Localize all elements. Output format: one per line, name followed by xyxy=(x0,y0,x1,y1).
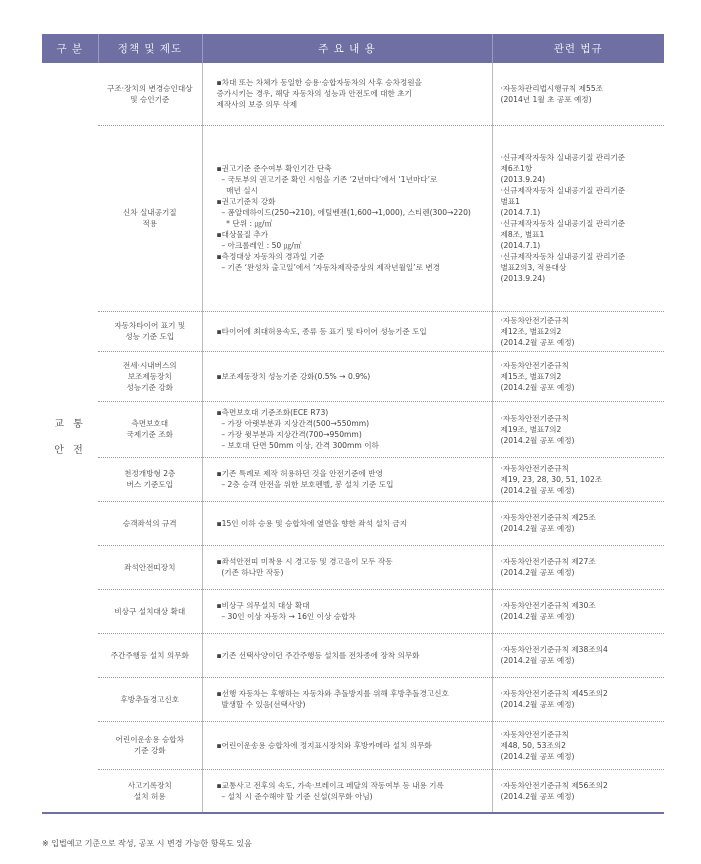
content-line: – 30인 이상 자동차 → 16인 이상 승합차 xyxy=(216,612,356,621)
law-cell xyxy=(492,501,664,545)
content-line: – 기존 ‘완성차 출고일’에서 ‘자동차제작증상의 제작년월일’로 변경 xyxy=(216,263,440,272)
header-law: 관련 법규 xyxy=(492,34,664,63)
law-line: (2014.2월 공포 예정) xyxy=(500,656,575,665)
table-row xyxy=(42,457,664,501)
policy-name-cell xyxy=(98,769,202,813)
law-line: ·자동차안전기준규칙 xyxy=(500,413,569,423)
policy-line: 측면보호대 xyxy=(131,419,169,428)
policy-line: 천정개방형 2층 xyxy=(124,469,176,478)
content-cell xyxy=(202,677,492,721)
policy-name-cell xyxy=(98,401,202,457)
table-body xyxy=(42,63,664,813)
law-cell xyxy=(492,457,664,501)
table-row xyxy=(42,769,664,813)
law-line: ·신규제작자동차 실내공기질 관리기준 xyxy=(500,252,626,261)
content-cell xyxy=(202,721,492,769)
policy-name-cell xyxy=(98,457,202,501)
law-line: (2014.2월 공포 예정) xyxy=(500,382,575,392)
law-cell xyxy=(492,633,664,677)
content-line: 발생할 수 있음(선택사양) xyxy=(216,700,306,709)
content-line: 증가시키는 경우, 해당 자동차의 성능과 안전도에 대한 초기 xyxy=(216,89,412,99)
content-cell xyxy=(202,545,492,589)
content-line: ▪대상물질 추가 xyxy=(216,230,269,239)
policy-name-cell xyxy=(98,721,202,769)
law-cell xyxy=(492,125,664,311)
law-cell xyxy=(492,311,664,351)
law-line: (2014.2월 공포 예정) xyxy=(500,568,575,577)
law-line: ·자동차안전기준규칙 제30조 xyxy=(500,601,596,610)
law-line: ·자동차안전기준규칙 xyxy=(500,463,569,473)
policy-line: 국제기준 조화 xyxy=(126,430,173,439)
content-cell xyxy=(202,457,492,501)
policy-name-cell xyxy=(98,125,202,311)
content-line: – 국토부의 권고기준 확인 시험을 기존 ‘2년마다’에서 ‘1년마다’로 xyxy=(216,175,438,184)
content-line: ▪비상구 의무설치 대상 확대 xyxy=(216,601,310,610)
law-line: ·자동차안전기준규칙 제45조의2 xyxy=(500,689,608,698)
policy-line: 전세·시내버스의 xyxy=(122,360,177,370)
table-row xyxy=(42,351,664,401)
content-line: ▪교통사고 전후의 속도, 가속·브레이크 페달의 작동여부 등 내용 기록 xyxy=(216,780,444,790)
category-label: 안 전 xyxy=(54,444,86,456)
law-line: 별표2의3, 적용대상 xyxy=(500,263,567,272)
header-category: 구 분 xyxy=(42,34,98,63)
policy-table xyxy=(42,34,664,814)
content-cell xyxy=(202,501,492,545)
content-line: ▪보조제동장치 성능기준 강화(0.5% → 0.9%) xyxy=(216,371,371,381)
law-cell xyxy=(492,721,664,769)
law-line: 제6조1항 xyxy=(500,164,533,173)
law-line: ·신규제작자동차 실내공기질 관리기준 xyxy=(500,186,626,195)
content-line: ▪권고기준치 강화 xyxy=(216,197,276,206)
policy-line: 적용 xyxy=(142,219,158,228)
table-row xyxy=(42,545,664,589)
law-line: ·신규제작자동차 실내공기질 관리기준 xyxy=(500,153,626,162)
law-line: 제19조, 별표7의2 xyxy=(500,424,562,434)
content-line: ▪선행 자동차는 후행하는 자동차와 추돌방지를 위해 후방추돌경고신호 xyxy=(216,689,449,698)
content-line: ▪기존 특례로 제작 허용하던 것을 안전기준에 반영 xyxy=(216,469,383,478)
table-row xyxy=(42,401,664,457)
content-line: ▪권고기준 준수여부 확인기간 단축 xyxy=(216,164,332,173)
law-cell xyxy=(492,677,664,721)
law-line: (2014.2월 공포 예정) xyxy=(500,791,575,801)
policy-line: 신차 실내공기질 xyxy=(122,208,177,217)
policy-line: 자동차타이어 표기 및 xyxy=(114,321,186,330)
content-line: – 보호대 단면 50mm 이상, 간격 300mm 이하 xyxy=(216,441,379,450)
content-line: ▪15인 이하 승용 및 승합차에 옆면을 향한 좌석 설치 금지 xyxy=(216,518,408,528)
category-label: 교 통 xyxy=(54,418,86,430)
law-line: ·자동차안전기준규칙 제56조의2 xyxy=(500,780,608,790)
law-line: (2014년 1월 초 공포 예정) xyxy=(500,94,592,104)
content-line: 제작사의 보증 의무 삭제 xyxy=(216,100,298,110)
table-row xyxy=(42,633,664,677)
table-row xyxy=(42,501,664,545)
law-line: (2014.2월 공포 예정) xyxy=(500,337,575,347)
law-line: (2014.2월 공포 예정) xyxy=(500,612,575,621)
policy-line: 주간주행등 설치 의무화 xyxy=(110,650,189,660)
table-row xyxy=(42,311,664,351)
content-line: ▪측면보호대 기준조화(ECE R73) xyxy=(216,408,329,417)
law-line: 제48, 50, 53조의2 xyxy=(500,740,566,750)
law-line: ·자동차안전기준규칙 xyxy=(500,315,569,325)
policy-name-cell xyxy=(98,633,202,677)
law-line: 제19, 23, 28, 30, 51, 102조 xyxy=(500,474,603,484)
header-policy: 정책 및 제도 xyxy=(98,34,202,63)
policy-name-cell xyxy=(98,351,202,401)
law-cell xyxy=(492,769,664,813)
content-cell xyxy=(202,125,492,311)
policy-line: 성능기준 강화 xyxy=(126,382,173,392)
policy-line: 설치 허용 xyxy=(133,791,166,801)
policy-line: 기준 강화 xyxy=(133,746,166,755)
law-line: (2014.2월 공포 예정) xyxy=(500,485,575,495)
header-content: 주 요 내 용 xyxy=(202,34,492,63)
law-line: 제12조, 별표2의2 xyxy=(500,326,562,336)
table-row xyxy=(42,677,664,721)
law-line: ·신규제작자동차 실내공기질 관리기준 xyxy=(500,219,626,228)
law-line: ·자동차안전기준규칙 xyxy=(500,729,569,739)
law-line: ·자동차안전기준규칙 제27조 xyxy=(500,557,596,566)
law-line: 별표1 xyxy=(500,197,521,206)
policy-name-cell xyxy=(98,545,202,589)
policy-name-cell xyxy=(98,501,202,545)
policy-line: 승객좌석의 규격 xyxy=(122,518,177,528)
law-line: (2014.7.1) xyxy=(500,208,541,217)
content-line: – 폼알데하이드(250→210), 에틸벤젠(1,600→1,000), 스티렌(300→220) xyxy=(216,208,471,217)
content-line: – 2층 승객 안전을 위한 보호펜벨, 봉 설치 기준 도입 xyxy=(216,480,394,489)
content-line: 매년 실시 xyxy=(216,186,258,195)
table-row xyxy=(42,125,664,311)
law-cell xyxy=(492,401,664,457)
footnote: ※ 입법예고 기준으로 작성, 공포 시 변경 가능한 항목도 있음 xyxy=(42,839,252,848)
content-cell xyxy=(202,589,492,633)
table-header xyxy=(42,34,664,63)
law-cell xyxy=(492,589,664,633)
policy-line: 좌석안전띠장치 xyxy=(124,562,176,572)
content-line: (기존 하나만 작동) xyxy=(216,568,284,577)
content-cell xyxy=(202,401,492,457)
content-line: – 설치 시 준수해야 할 기준 신설(의무화 아님) xyxy=(216,791,373,801)
table-row xyxy=(42,721,664,769)
content-cell xyxy=(202,633,492,677)
law-line: 제15조, 별표7의2 xyxy=(500,371,562,381)
law-cell xyxy=(492,63,664,125)
content-line: – 아크롤레인 : 50 ㎍/㎥ xyxy=(216,241,302,250)
policy-line: 버스 기준도입 xyxy=(126,480,173,489)
law-line: (2014.2월 공포 예정) xyxy=(500,435,575,445)
law-line: (2013.9.24) xyxy=(500,274,546,283)
category-cell xyxy=(42,63,98,813)
law-line: (2013.9.24) xyxy=(500,175,546,184)
policy-name-cell xyxy=(98,589,202,633)
policy-line: 보조제동장치 xyxy=(127,371,172,381)
content-cell xyxy=(202,311,492,351)
policy-line: 사고기록장치 xyxy=(127,780,172,790)
content-line: ▪측정대상 자동차의 경과일 기준 xyxy=(216,252,325,261)
content-line: – 가장 아랫부분과 지상간격(500→550mm) xyxy=(216,419,370,428)
law-line: (2014.2월 공포 예정) xyxy=(500,524,575,533)
content-line: ▪타이어에 최대허용속도, 종류 등 표기 및 타이어 성능기준 도입 xyxy=(216,326,427,336)
law-line: (2014.2월 공포 예정) xyxy=(500,700,575,709)
policy-name-cell xyxy=(98,311,202,351)
policy-line: 후방추돌경고신호 xyxy=(120,694,180,704)
law-cell xyxy=(492,351,664,401)
law-line: ·자동차안전기준규칙 제38조의4 xyxy=(500,645,608,654)
content-cell xyxy=(202,351,492,401)
policy-name-cell xyxy=(98,677,202,721)
policy-name-cell xyxy=(98,63,202,125)
law-cell xyxy=(492,545,664,589)
content-line: ▪좌석안전띠 미착용 시 경고등 및 경고음이 모두 작동 xyxy=(216,557,393,566)
content-line: ▪차대 또는 차체가 동일한 승용·승합자동차의 사후 승차정원을 xyxy=(216,78,422,88)
content-line: ▪기존 선택사양이던 주간주행등 설치를 전차종에 장착 의무화 xyxy=(216,650,420,660)
content-line: – 가장 윗부분과 지상간격(700→950mm) xyxy=(216,430,362,439)
content-line: * 단위 : ㎍/㎥ xyxy=(216,219,273,228)
law-line: 제8조, 별표1 xyxy=(500,230,545,239)
table-row xyxy=(42,63,664,125)
policy-line: 성능 기준 도입 xyxy=(125,332,175,341)
policy-line: 및 승인기준 xyxy=(130,94,170,104)
policy-line: 구조·장치의 변경승인대상 xyxy=(106,83,193,93)
law-line: ·자동차관리법시행규칙 제55조 xyxy=(500,83,604,93)
policy-line: 어린이운송용 승합차 xyxy=(115,735,184,744)
content-line: ▪어린이운송용 승합차에 정지표시장치와 후방카메라 설치 의무화 xyxy=(216,740,432,750)
content-cell xyxy=(202,769,492,813)
law-line: ·자동차안전기준규칙 xyxy=(500,360,569,370)
content-cell xyxy=(202,63,492,125)
policy-line: 비상구 설치대상 확대 xyxy=(114,606,186,616)
law-line: (2014.2월 공포 예정) xyxy=(500,751,575,761)
table-row xyxy=(42,589,664,633)
law-line: (2014.7.1) xyxy=(500,241,541,250)
law-line: ·자동차안전기준규칙 제25조 xyxy=(500,513,596,522)
